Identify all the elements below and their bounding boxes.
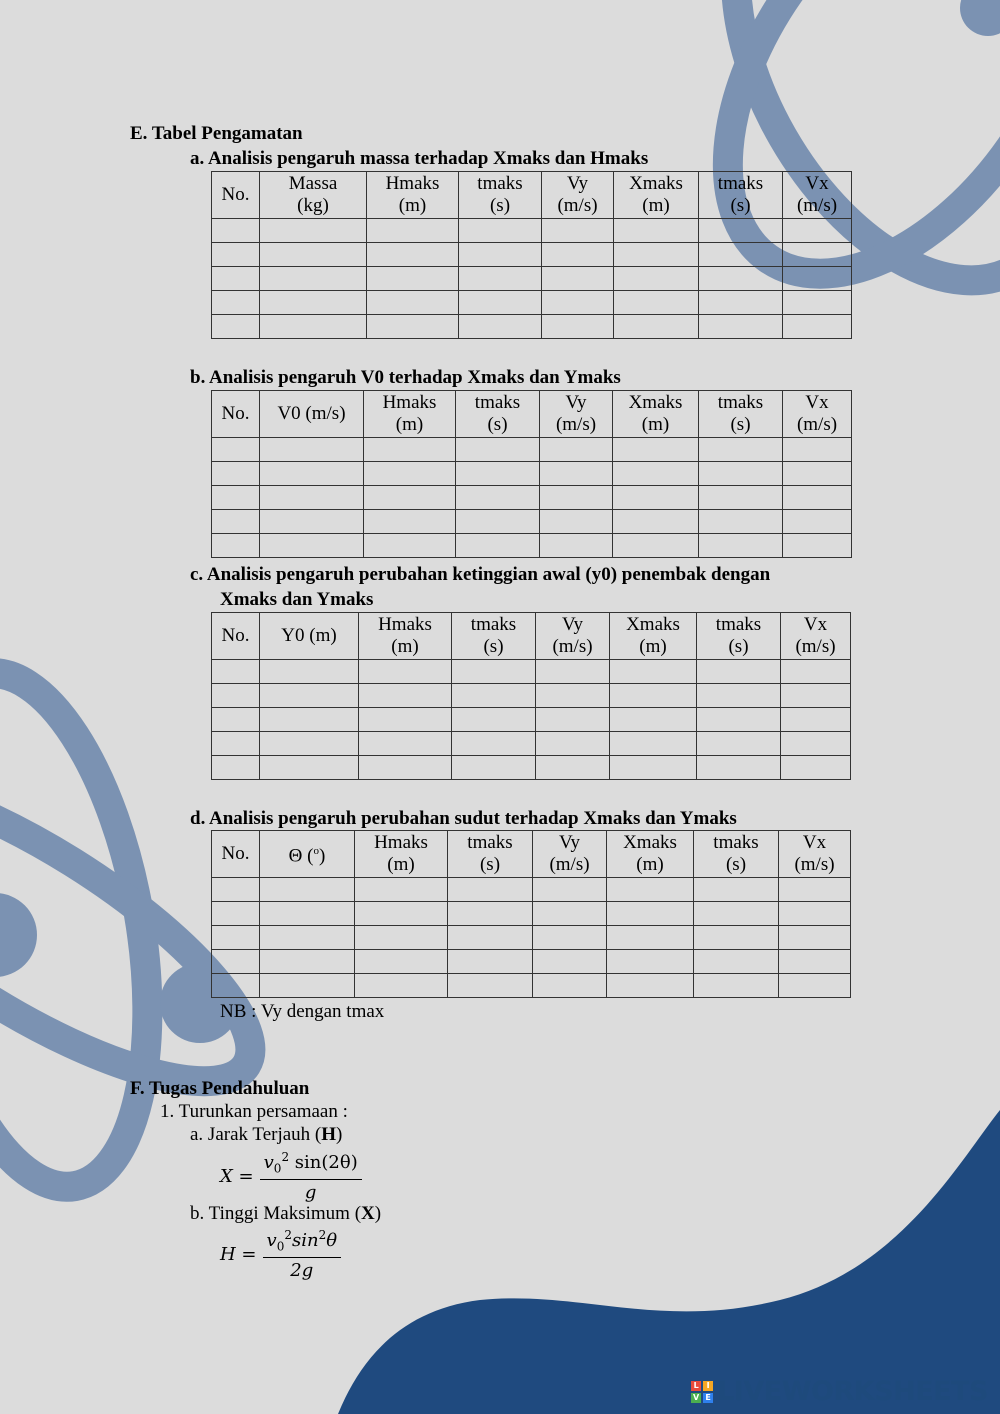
header-tmaks: tmaks (s)	[699, 391, 783, 438]
header-v0: V0 (m/s)	[260, 391, 364, 438]
table-a-title: a. Analisis pengaruh massa terhadap Xmaks dan Hmaks	[190, 148, 649, 169]
table-row	[212, 878, 851, 902]
table-row	[212, 732, 851, 756]
header-no: No.	[212, 613, 260, 660]
header-theta: Θ ($^o$)	[260, 831, 355, 878]
table-row	[212, 534, 852, 558]
header-tmaks: tmaks (s)	[452, 613, 536, 660]
header-xmaks: Xmaks (m)	[614, 172, 699, 219]
logo-grid-icon: L I V E	[691, 1381, 713, 1403]
table-d	[211, 830, 851, 998]
section-f-heading: F. Tugas Pendahuluan	[130, 1078, 310, 1099]
table-row	[212, 974, 851, 998]
header-tmaks: tmaks (s)	[456, 391, 540, 438]
header-vy: Vy (m/s)	[536, 613, 610, 660]
table-row	[212, 267, 852, 291]
header-xmaks: Xmaks (m)	[610, 613, 697, 660]
header-hmaks: Hmaks (m)	[364, 391, 456, 438]
header-vy: Vy (m/s)	[542, 172, 614, 219]
header-no: No.	[212, 831, 260, 878]
header-no: No.	[212, 172, 260, 219]
table-row	[212, 291, 852, 315]
task-sub-b: b. Tinggi Maksimum (X)	[190, 1203, 382, 1224]
table-c-title-line2: Xmaks dan Ymaks	[220, 589, 374, 610]
table-row	[212, 756, 851, 780]
header-vy: Vy (m/s)	[533, 831, 607, 878]
atom-left-nucleus	[0, 893, 37, 977]
header-vx: Vx (m/s)	[783, 172, 852, 219]
logo-brand-text: LIVEWORKSHEETS	[717, 1376, 988, 1407]
table-c-title: c. Analisis pengaruh perubahan ketinggian awal (y0) penembak dengan	[190, 564, 771, 585]
table-row	[212, 243, 852, 267]
header-vx: Vx (m/s)	[781, 613, 851, 660]
header-xmaks: Xmaks (m)	[607, 831, 694, 878]
table-row	[212, 219, 852, 243]
table-row	[212, 926, 851, 950]
header-no: No.	[212, 391, 260, 438]
section-e-heading: E. Tabel Pengamatan	[130, 123, 303, 144]
formula-range: X = $\frac{v_0^2 \sin(2\theta)}{g}$	[220, 1150, 362, 1203]
table-row	[212, 660, 851, 684]
liveworksheets-logo	[691, 1376, 988, 1407]
table-a	[211, 171, 852, 339]
header-vx: Vx (m/s)	[779, 831, 851, 878]
header-massa: Massa (kg)	[260, 172, 367, 219]
header-vy: Vy (m/s)	[540, 391, 613, 438]
table-b	[211, 390, 852, 558]
header-hmaks: Hmaks (m)	[359, 613, 452, 660]
header-tmaks: tmaks (s)	[699, 172, 783, 219]
header-tmaks: tmaks (s)	[697, 613, 781, 660]
table-row	[212, 684, 851, 708]
header-tmaks: tmaks (s)	[448, 831, 533, 878]
header-hmaks: Hmaks (m)	[367, 172, 459, 219]
task-sub-a: a. Jarak Terjauh (H)	[190, 1124, 343, 1145]
header-hmaks: Hmaks (m)	[355, 831, 448, 878]
table-c	[211, 612, 851, 780]
table-row	[212, 315, 852, 339]
header-tmaks: tmaks (s)	[459, 172, 542, 219]
table-row	[212, 708, 851, 732]
blue-wave-shape	[338, 1110, 1000, 1414]
table-row	[212, 950, 851, 974]
note-text: NB : Vy dengan tmax	[220, 1001, 385, 1022]
task-item-1: 1. Turunkan persamaan :	[160, 1101, 348, 1122]
header-y0: Y0 (m)	[260, 613, 359, 660]
table-row	[212, 902, 851, 926]
header-xmaks: Xmaks (m)	[613, 391, 699, 438]
header-vx: Vx (m/s)	[783, 391, 852, 438]
table-row	[212, 486, 852, 510]
table-row	[212, 462, 852, 486]
formula-max-height: H = $\frac{v_0^2\sin^2\theta}{2g}$	[220, 1228, 341, 1281]
atom-top-right-nucleus	[960, 0, 1000, 36]
table-d-title: d. Analisis pengaruh perubahan sudut terhadap Xmaks dan Ymaks	[190, 808, 737, 829]
table-b-title: b. Analisis pengaruh V0 terhadap Xmaks dan Ymaks	[190, 367, 621, 388]
table-row	[212, 510, 852, 534]
header-tmaks: tmaks (s)	[694, 831, 779, 878]
table-row	[212, 438, 852, 462]
